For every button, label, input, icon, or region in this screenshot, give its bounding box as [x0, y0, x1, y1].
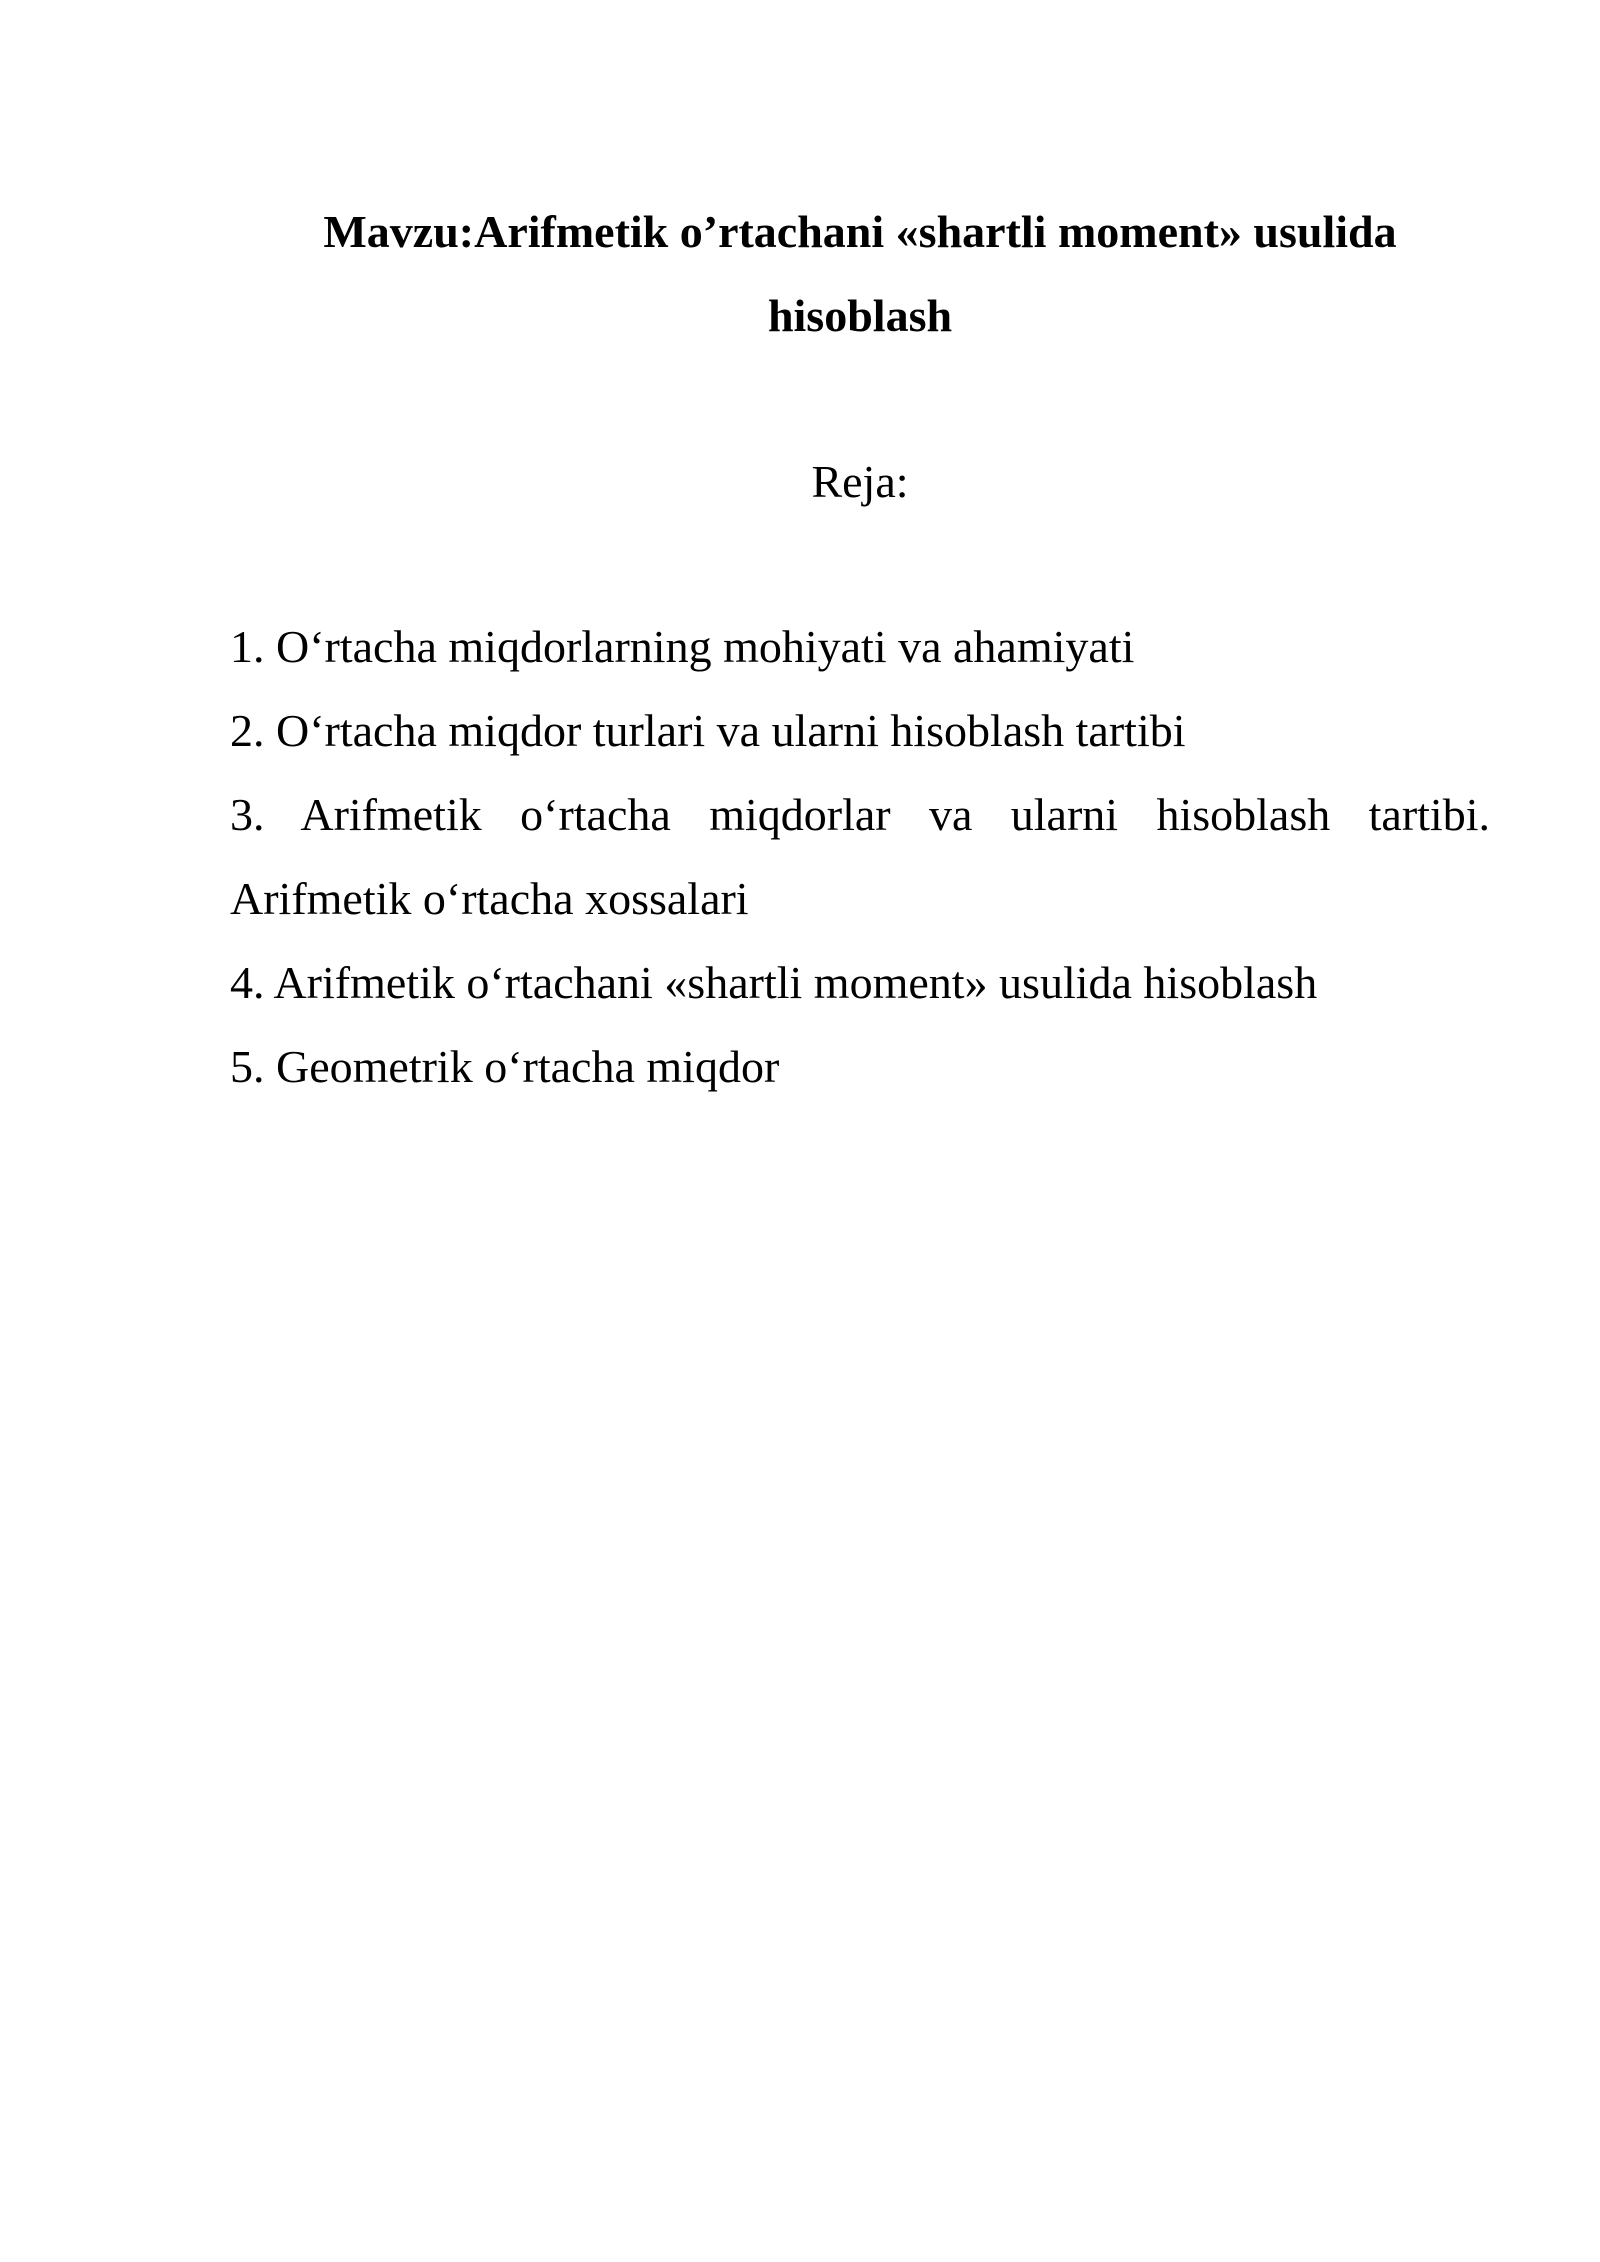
plan-item-5: 5. Geometrik o‘rtacha miqdor	[230, 1041, 780, 1092]
plan-item-3: 3. Arifmetik o‘rtacha miqdorlar va ularni hisoblash tartibi. Arifmetik o‘rtacha xossalari	[230, 789, 1490, 924]
plan-list	[230, 605, 1490, 1109]
plan-item-1: 1. O‘rtacha miqdorlarning mohiyati va ahamiyati	[230, 621, 1135, 672]
document-title: Mavzu:Arifmetik o’rtachani «shartli moment» usulida hisoblash	[323, 206, 1397, 341]
plan-heading: Reja:	[811, 456, 909, 507]
plan-item-4: 4. Arifmetik o‘rtachani «shartli moment» usulida hisoblash	[230, 957, 1318, 1008]
plan-item-2: 2. O‘rtacha miqdor turlari va ularni hisoblash tartibi	[230, 705, 1186, 756]
